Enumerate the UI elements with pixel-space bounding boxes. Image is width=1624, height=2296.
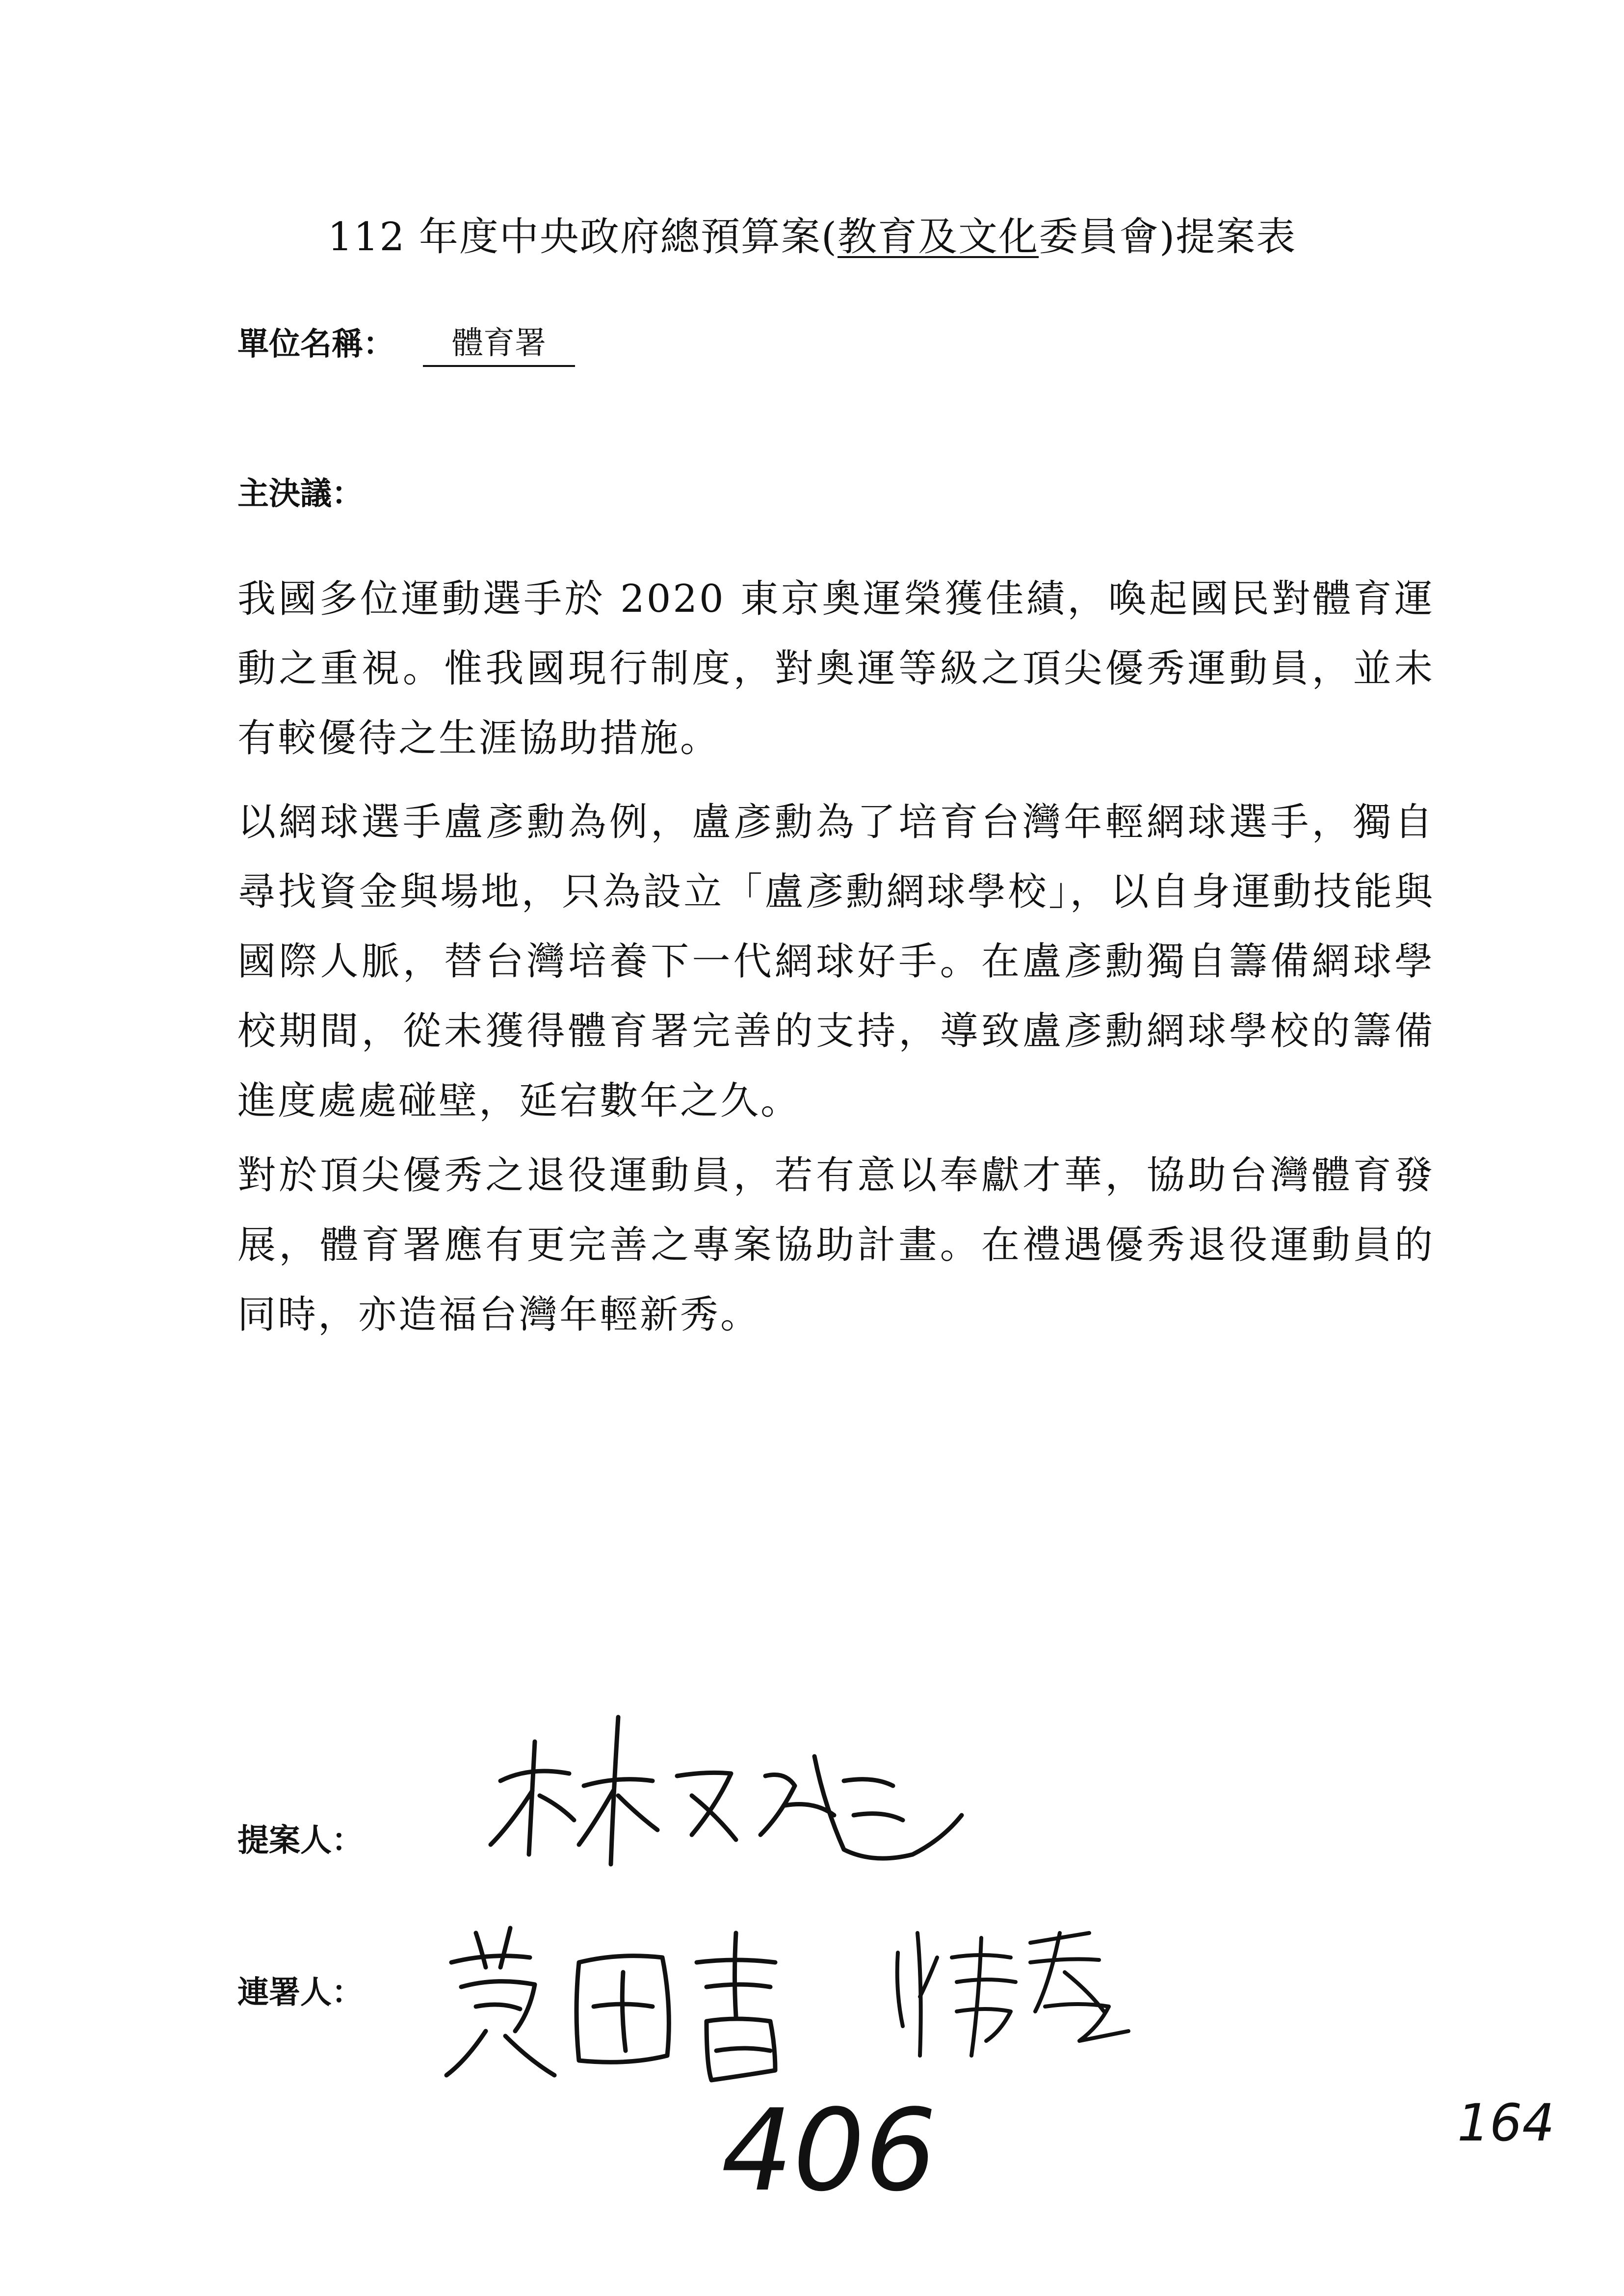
paragraph-1: 我國多位運動選手於 2020 東京奧運榮獲佳績，喚起國民對體育運動之重視。惟我國現行制度，對奧運等級之頂尖優秀運動員，並未有較優待之生涯協助措施。 <box>237 577 1435 760</box>
unit-label: 單位名稱： <box>237 326 394 363</box>
serial-number: 406 <box>721 2086 937 2217</box>
page-number: 164 <box>1457 2093 1555 2153</box>
document-title <box>0 205 1624 261</box>
proposer-signature <box>471 1707 971 1884</box>
title-suffix: 委員會)提案表 <box>1039 214 1297 260</box>
paragraph-3: 對於頂尖優秀之退役運動員，若有意以奉獻才華，協助台灣體育發展，體育署應有更完善之專案協助計畫。在禮遇優秀退役運動員的同時，亦造福台灣年輕新秀。 <box>237 1153 1435 1337</box>
resolution-label: 主決議： <box>237 476 363 512</box>
paragraph-2: 以網球選手盧彥勳為例，盧彥勳為了培育台灣年輕網球選手，獨自尋找資金與場地，只為設立「盧彥勳網球學校」，以自身運動技能與國際人脈，替台灣培養下一代網球好手。在盧彥勳獨自籌備網球學校期間，從未獲得體育署完善的支持，導致盧彥勳網球學校的籌備進度處處碰壁，延宕數年之久。 <box>237 800 1435 1123</box>
cosigner-label: 連署人： <box>237 1975 363 2011</box>
proposer-label: 提案人： <box>237 1823 363 1859</box>
cosigner-signature-2 <box>883 1913 1148 2070</box>
unit-value: 體育署 <box>423 318 575 367</box>
title-prefix: 112 年度中央政府總預算案( <box>327 214 838 260</box>
cosigner-signature-1 <box>432 1904 834 2100</box>
title-committee: 教育及文化 <box>838 214 1039 260</box>
